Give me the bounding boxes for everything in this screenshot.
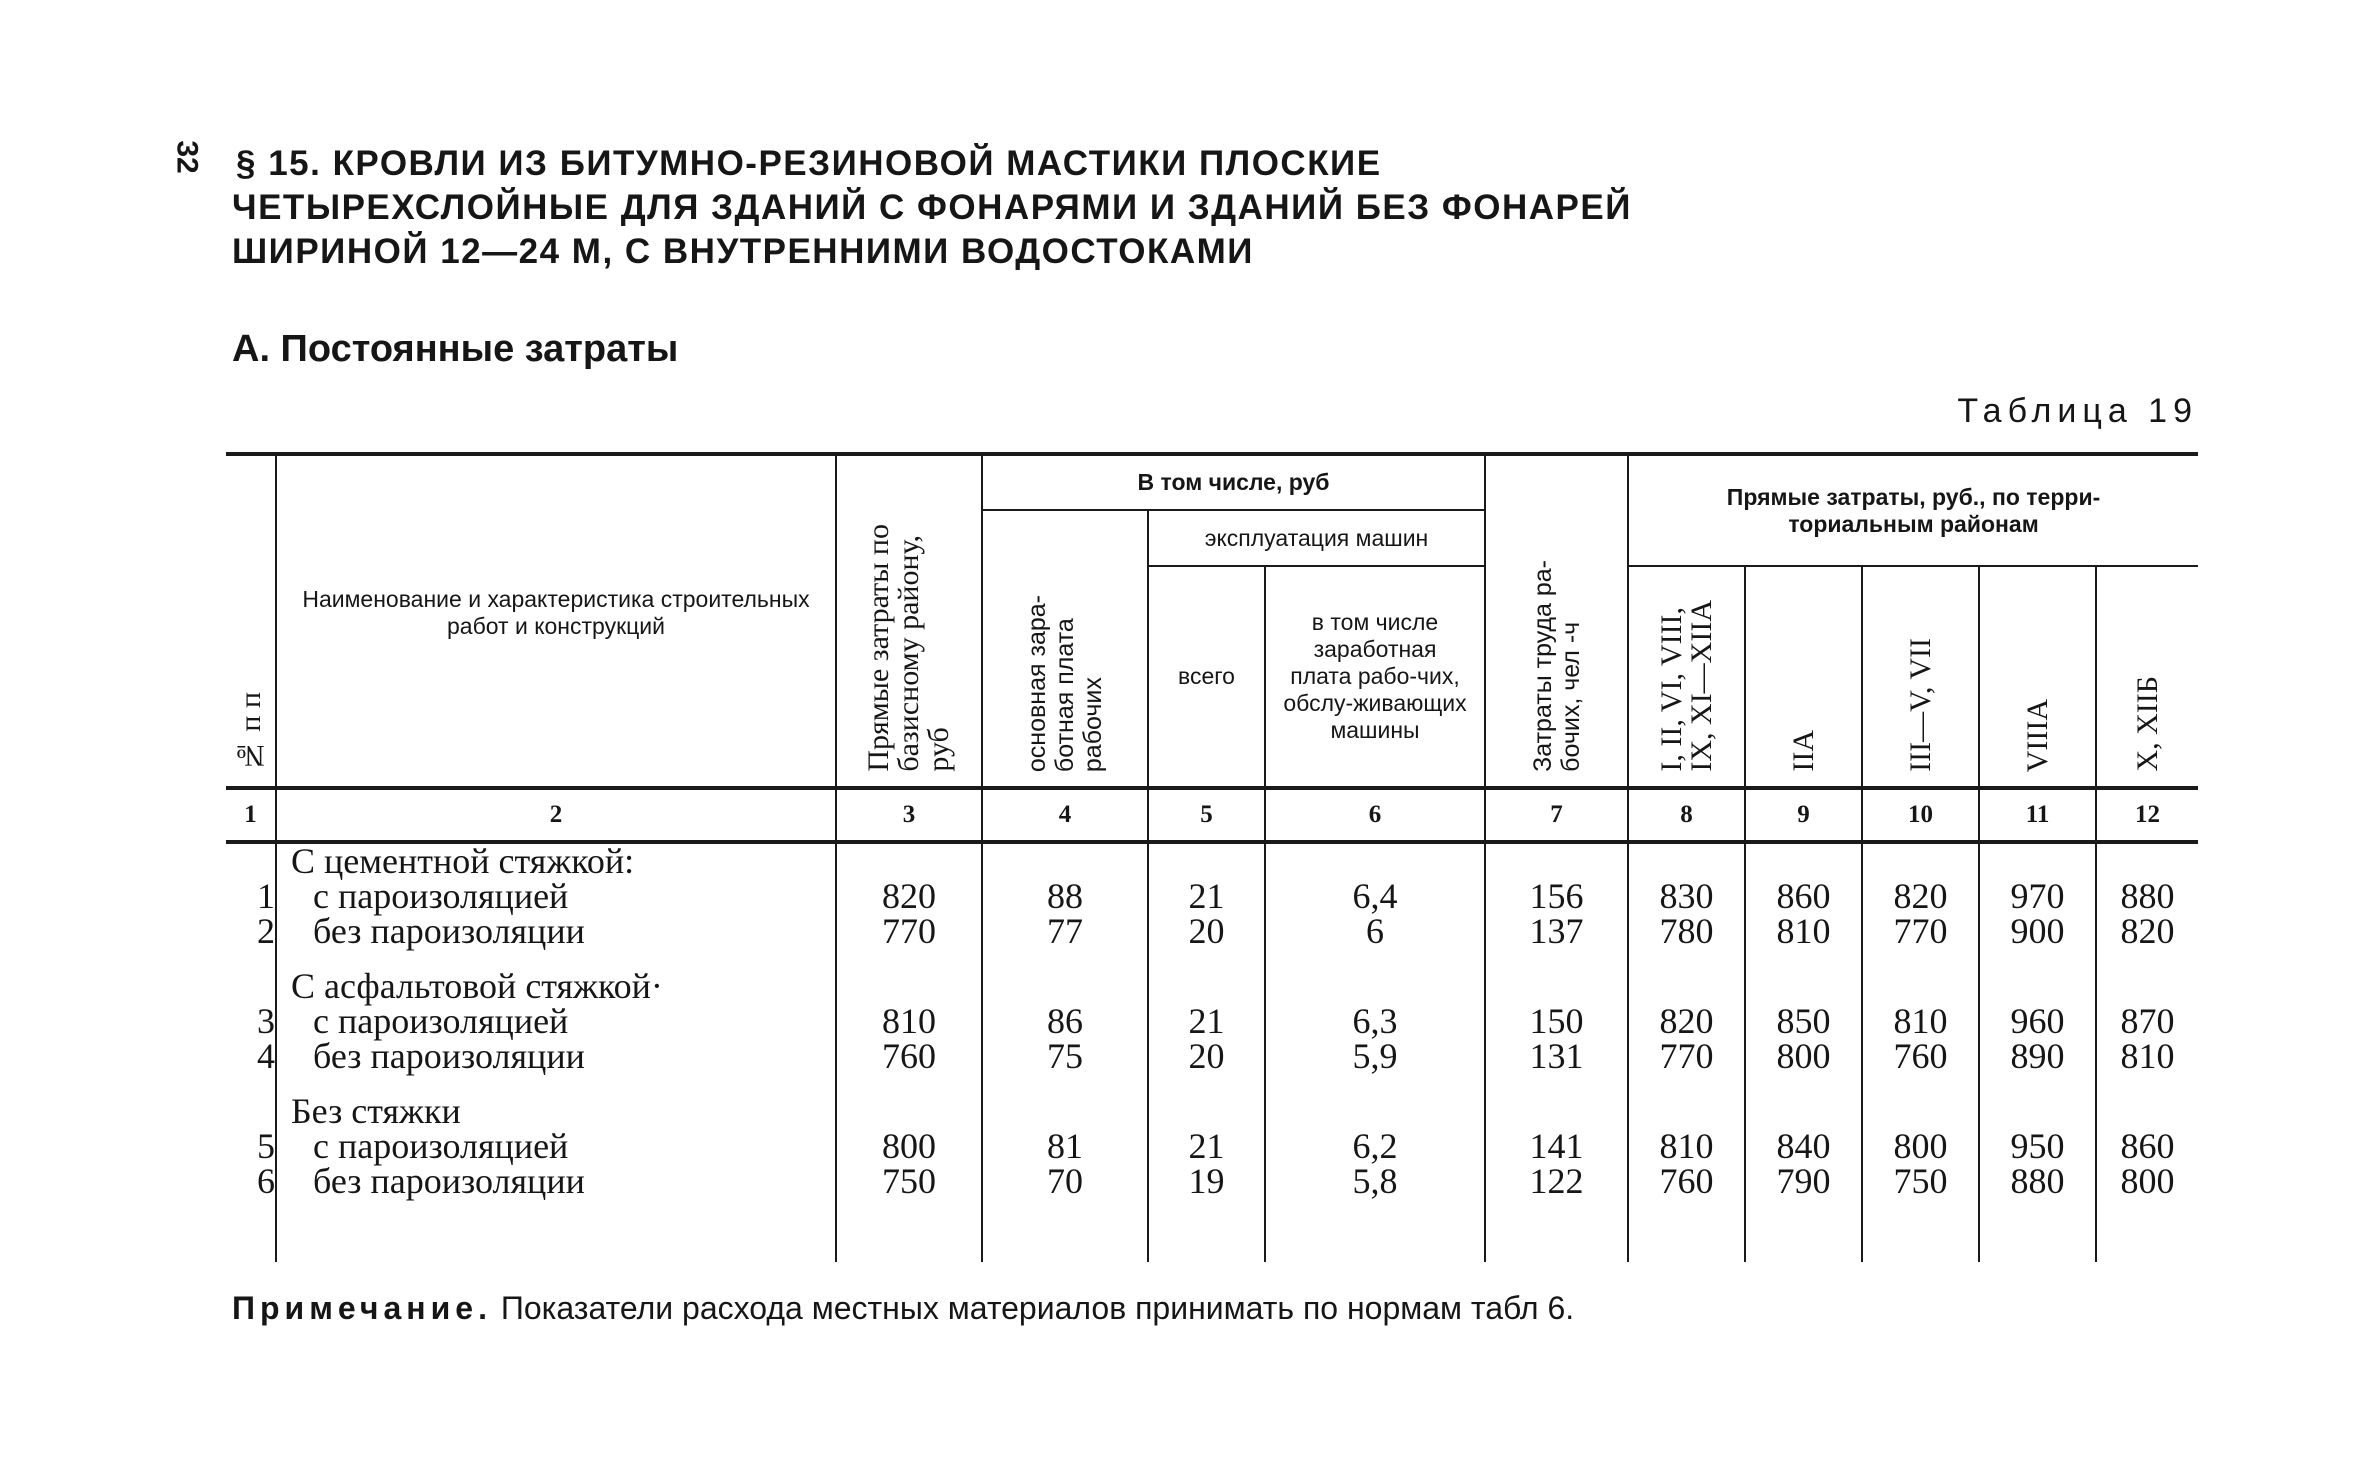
group-title: С цементной стяжкой: xyxy=(291,841,635,881)
header-region-3: III—V, VII xyxy=(1862,566,1979,788)
cell-value: 810 xyxy=(1776,911,1831,951)
cell-value: 880 xyxy=(2010,1161,2065,1201)
group-gap xyxy=(2097,949,2198,969)
cell-value: 800 xyxy=(1776,1036,1831,1076)
cell-value: 860 xyxy=(2120,1126,2175,1166)
group-gap xyxy=(1863,1074,1978,1094)
cell-value: 86 xyxy=(1047,1001,1083,1041)
cell-value: 70 xyxy=(1047,1161,1083,1201)
cell-value: 21 xyxy=(1188,1001,1225,1041)
group-gap xyxy=(1266,1074,1484,1094)
cell-value: 750 xyxy=(1893,1161,1948,1201)
cell-value: 760 xyxy=(1659,1161,1714,1201)
group-gap xyxy=(983,949,1147,969)
cell-value: 5,8 xyxy=(1352,1161,1398,1201)
group-gap xyxy=(1486,949,1627,969)
row-number: 5 xyxy=(257,1126,275,1166)
header-region-1: I, II, VI, VIII, IX, XI—XIIA xyxy=(1628,566,1745,788)
group-gap xyxy=(1629,1074,1744,1094)
header-no: № п п xyxy=(226,454,276,788)
column-number-row xyxy=(226,788,2198,842)
cost-table xyxy=(226,452,2198,1262)
cell-value: 870 xyxy=(2120,1001,2175,1041)
value-column xyxy=(2096,842,2198,1262)
cell-value: 800 xyxy=(1893,1126,1948,1166)
header-region-5: X, XIIБ xyxy=(2096,566,2198,788)
row-number: 4 xyxy=(257,1036,275,1076)
row-number: 1 xyxy=(257,876,275,916)
group-gap xyxy=(226,949,275,969)
column-number: 12 xyxy=(2096,788,2198,842)
cell-value: 156 xyxy=(1529,876,1584,916)
header-region-2: IIA xyxy=(1745,566,1862,788)
cell-value: 970 xyxy=(2010,876,2065,916)
group-spacer xyxy=(1746,969,1861,1004)
cell-value: 6,4 xyxy=(1352,876,1398,916)
column-number: 6 xyxy=(1265,788,1485,842)
cell-value: 860 xyxy=(1776,876,1831,916)
header-total: всего xyxy=(1148,566,1265,788)
cell-value: 75 xyxy=(1047,1036,1083,1076)
row-name: без пароизоляции xyxy=(313,1161,585,1201)
note-label: Примечание. xyxy=(232,1290,492,1326)
group-spacer xyxy=(983,844,1147,879)
group-spacer xyxy=(837,1094,981,1129)
table-body xyxy=(226,842,2198,1262)
cell-value: 820 xyxy=(1893,876,1948,916)
header-name: Наименование и характеристика строительных работ и конструкций xyxy=(276,454,836,788)
group-spacer xyxy=(1629,1094,1744,1129)
table-note xyxy=(232,1290,1574,1327)
value-column xyxy=(1745,842,1862,1262)
group-gap xyxy=(1980,1074,2095,1094)
group-gap xyxy=(983,1074,1147,1094)
group-spacer xyxy=(1149,844,1264,879)
cell-value: 21 xyxy=(1188,876,1225,916)
cell-value: 770 xyxy=(1659,1036,1714,1076)
header-group-incl: В том числе, руб xyxy=(982,454,1485,510)
column-number: 9 xyxy=(1745,788,1862,842)
group-gap xyxy=(837,949,981,969)
cell-value: 840 xyxy=(1776,1126,1831,1166)
group-gap xyxy=(1746,949,1861,969)
group-title: Без стяжки xyxy=(291,1091,461,1131)
header-group-regions: Прямые затраты, руб., по терри-ториальным районам xyxy=(1628,454,2198,566)
group-spacer xyxy=(2097,969,2198,1004)
column-number: 10 xyxy=(1862,788,1979,842)
value-column xyxy=(1862,842,1979,1262)
cell-value: 820 xyxy=(1659,1001,1714,1041)
value-column xyxy=(1485,842,1628,1262)
group-spacer xyxy=(1149,1094,1264,1129)
group-spacer xyxy=(1863,844,1978,879)
group-spacer xyxy=(1629,969,1744,1004)
row-name: с пароизоляцией xyxy=(313,1001,569,1041)
cell-value: 810 xyxy=(1893,1001,1948,1041)
column-number: 8 xyxy=(1628,788,1745,842)
group-gap xyxy=(837,1074,981,1094)
group-spacer xyxy=(983,1094,1147,1129)
cell-value: 790 xyxy=(1776,1161,1831,1201)
cell-value: 890 xyxy=(2010,1036,2065,1076)
group-spacer xyxy=(1266,844,1484,879)
group-gap xyxy=(1486,1074,1627,1094)
cell-value: 800 xyxy=(2120,1161,2175,1201)
group-spacer xyxy=(1980,1094,2095,1129)
cell-value: 800 xyxy=(882,1126,936,1166)
group-spacer xyxy=(1980,969,2095,1004)
group-spacer xyxy=(1629,844,1744,879)
cell-value: 770 xyxy=(882,911,936,951)
header-group-machines: эксплуатация машин xyxy=(1148,510,1485,566)
group-gap xyxy=(1629,949,1744,969)
cell-value: 19 xyxy=(1188,1161,1225,1201)
cell-value: 6,2 xyxy=(1352,1126,1398,1166)
row-name: с пароизоляцией xyxy=(313,876,569,916)
group-spacer xyxy=(1486,969,1627,1004)
column-number: 2 xyxy=(276,788,836,842)
cell-value: 131 xyxy=(1529,1036,1584,1076)
cell-value: 960 xyxy=(2010,1001,2065,1041)
section-heading xyxy=(232,142,1632,274)
cell-value: 20 xyxy=(1188,1036,1225,1076)
cell-value: 750 xyxy=(882,1161,936,1201)
group-gap xyxy=(1746,1074,1861,1094)
group-title: С асфальтовой стяжкой· xyxy=(291,966,663,1006)
row-name: без пароизоляции xyxy=(313,911,585,951)
row-number: 2 xyxy=(257,911,275,951)
column-number: 7 xyxy=(1485,788,1628,842)
value-column xyxy=(1979,842,2096,1262)
group-gap xyxy=(1980,949,2095,969)
cell-value: 900 xyxy=(2010,911,2065,951)
group-spacer xyxy=(1980,844,2095,879)
column-number: 3 xyxy=(836,788,982,842)
row-number: 6 xyxy=(257,1161,275,1201)
cell-value: 21 xyxy=(1188,1126,1225,1166)
heading-line-1: § 15. КРОВЛИ ИЗ БИТУМНО-РЕЗИНОВОЙ МАСТИКИ ПЛОСКИЕ xyxy=(236,144,1382,183)
heading-line-2: ЧЕТЫРЕХСЛОЙНЫЕ ДЛЯ ЗДАНИЙ С ФОНАРЯМИ И ЗДАНИЙ БЕЗ ФОНАРЕЙ xyxy=(232,188,1632,227)
cell-value: 760 xyxy=(882,1036,936,1076)
page-number: 32 xyxy=(170,140,204,174)
cell-value: 820 xyxy=(882,876,936,916)
table-label: Таблица 19 xyxy=(1957,392,2198,430)
cell-value: 150 xyxy=(1529,1001,1584,1041)
group-spacer xyxy=(1149,969,1264,1004)
value-column xyxy=(836,842,982,1262)
group-gap xyxy=(1863,949,1978,969)
group-spacer xyxy=(1863,1094,1978,1129)
value-column xyxy=(982,842,1148,1262)
column-number: 11 xyxy=(1979,788,2096,842)
cell-value: 77 xyxy=(1047,911,1083,951)
group-spacer xyxy=(226,844,275,879)
header-direct-cost: Прямые затраты по базисному району, руб xyxy=(836,454,982,788)
value-column xyxy=(1265,842,1485,1262)
group-spacer xyxy=(1746,844,1861,879)
cell-value: 5,9 xyxy=(1352,1036,1398,1076)
work-name-column xyxy=(276,842,836,1262)
group-spacer xyxy=(983,969,1147,1004)
note-text: Показатели расхода местных материалов принимать по нормам табл 6. xyxy=(500,1290,1575,1326)
group-spacer xyxy=(837,969,981,1004)
group-spacer xyxy=(226,1094,275,1129)
cell-value: 810 xyxy=(2120,1036,2175,1076)
group-spacer xyxy=(1266,969,1484,1004)
group-gap xyxy=(1149,1074,1264,1094)
cell-value: 81 xyxy=(1047,1126,1083,1166)
row-name: без пароизоляции xyxy=(313,1036,585,1076)
group-spacer xyxy=(837,844,981,879)
column-number: 1 xyxy=(226,788,276,842)
group-gap xyxy=(1266,949,1484,969)
group-spacer xyxy=(1266,1094,1484,1129)
header-region-4: VIIIA xyxy=(1979,566,2096,788)
group-spacer xyxy=(226,969,275,1004)
heading-line-3: ШИРИНОЙ 12—24 М, С ВНУТРЕННИМИ ВОДОСТОКАМИ xyxy=(232,232,1254,271)
cell-value: 6 xyxy=(1366,911,1384,951)
cell-value: 20 xyxy=(1188,911,1225,951)
group-gap xyxy=(2097,1074,2198,1094)
group-gap xyxy=(226,1074,275,1094)
column-number: 4 xyxy=(982,788,1148,842)
column-number: 5 xyxy=(1148,788,1265,842)
row-number: 3 xyxy=(257,1001,275,1041)
cell-value: 6,3 xyxy=(1352,1001,1398,1041)
value-column xyxy=(1148,842,1265,1262)
cell-value: 810 xyxy=(882,1001,936,1041)
row-name: с пароизоляцией xyxy=(313,1126,569,1166)
cell-value: 760 xyxy=(1893,1036,1948,1076)
value-column xyxy=(1628,842,1745,1262)
group-spacer xyxy=(2097,1094,2198,1129)
group-spacer xyxy=(1746,1094,1861,1129)
cell-value: 122 xyxy=(1529,1161,1584,1201)
group-spacer xyxy=(1486,1094,1627,1129)
cell-value: 141 xyxy=(1529,1126,1584,1166)
group-gap xyxy=(1149,949,1264,969)
subheading: А. Постоянные затраты xyxy=(232,328,679,370)
header-base-wage: основная зара- ботная плата рабочих xyxy=(982,510,1148,788)
cell-value: 880 xyxy=(2120,876,2175,916)
row-number-column xyxy=(226,842,276,1262)
cell-value: 850 xyxy=(1776,1001,1831,1041)
group-spacer xyxy=(1486,844,1627,879)
group-spacer xyxy=(1863,969,1978,1004)
cell-value: 780 xyxy=(1659,911,1714,951)
header-machine-wage: в том числе заработная плата рабо-чих, обслу-живающих машины xyxy=(1265,566,1485,788)
cell-value: 770 xyxy=(1893,911,1948,951)
header-labor: Затраты труда ра- бочих, чел -ч xyxy=(1485,454,1628,788)
cell-value: 830 xyxy=(1659,876,1714,916)
cell-value: 88 xyxy=(1047,876,1083,916)
cell-value: 810 xyxy=(1659,1126,1714,1166)
cell-value: 950 xyxy=(2010,1126,2065,1166)
group-spacer xyxy=(2097,844,2198,879)
cell-value: 820 xyxy=(2120,911,2175,951)
cell-value: 137 xyxy=(1529,911,1584,951)
